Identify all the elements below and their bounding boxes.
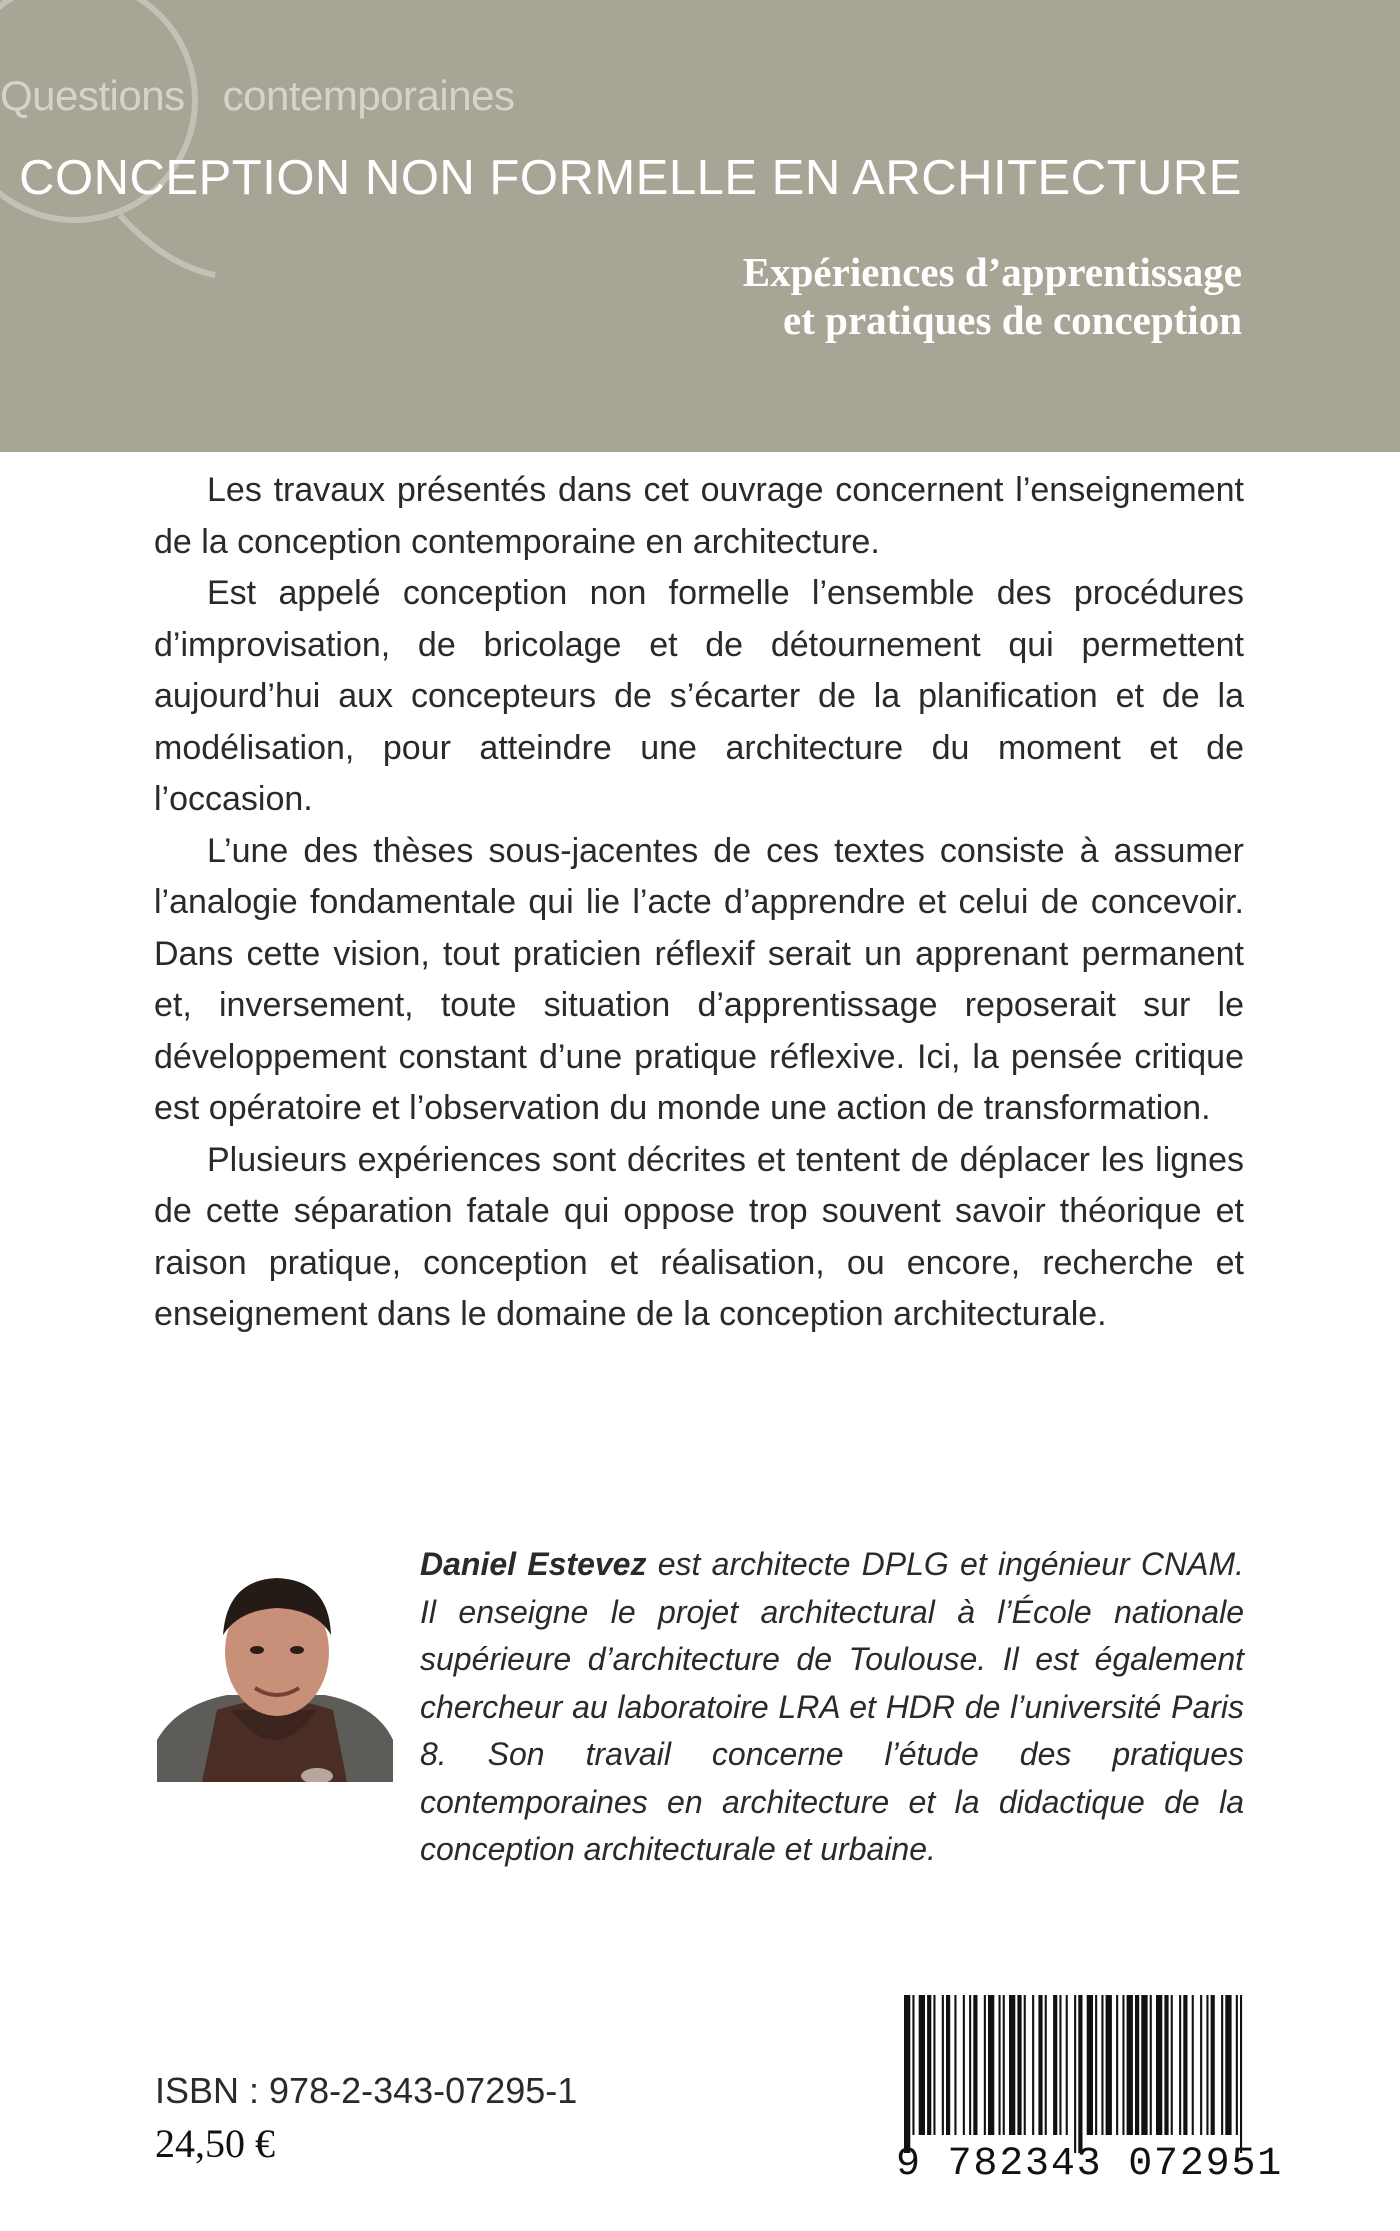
book-subtitle [743, 248, 1242, 344]
barcode-bar [1038, 1995, 1042, 2135]
subtitle-line-1: Expériences d’apprentissage [742, 249, 1242, 295]
barcode-bar [1122, 1995, 1124, 2135]
barcode-bar [1225, 1995, 1231, 2135]
barcode-bar [973, 1995, 977, 2135]
barcode-bar [1024, 1995, 1026, 2135]
series-word-questions: Questions [0, 72, 185, 119]
barcode-bar [927, 1995, 931, 2135]
barcode-bar [1206, 1995, 1208, 2135]
barcode-bar [1171, 1995, 1173, 2135]
barcode-bar [1045, 1995, 1047, 2135]
price-text: 24,50 € [155, 2121, 275, 2166]
barcode-bar [1074, 1995, 1076, 2153]
blurb-paragraph: Est appelé conception non formelle l’ensemble des procédures d’improvisation, de bricolage et de détournement qui permettent aujourd’hui aux concepteurs de s’écarter de la planification et de la modélisation, pour atteindre une architecture du moment et de l’occasion. [154, 574, 1244, 818]
barcode-digits: 9 782343 072951 [896, 2142, 1284, 2187]
barcode-bar [1179, 1995, 1181, 2135]
barcode-bar [1106, 1995, 1112, 2135]
barcode-bar [1200, 1995, 1202, 2135]
blurb-paragraph: Plusieurs expériences sont décrites et tentent de déplacer les lignes de cette séparation fatale qui oppose trop souvent savoir théorique et raison pratique, conception et réalisation, ou encore, recherche et enseignement dans le domaine de la conception architecturale. [154, 1140, 1244, 1333]
series-q-logo-icon [0, 0, 240, 290]
barcode-bar [1236, 1995, 1238, 2135]
barcode-bar [1003, 1995, 1005, 2135]
barcode-bar [988, 1995, 994, 2135]
barcode-bar [1017, 1995, 1021, 2135]
barcode-bar [1141, 1995, 1147, 2135]
barcode-bar [1183, 1995, 1187, 2135]
barcode-bar [954, 1995, 956, 2135]
book-title: CONCEPTION NON FORMELLE EN ARCHITECTURE [19, 151, 1242, 205]
barcode-bar [1059, 1995, 1061, 2135]
barcode-bar [1066, 1995, 1068, 2135]
barcode-bar [933, 1995, 935, 2135]
barcode-bar [1127, 1995, 1133, 2135]
barcode-bar [984, 1995, 986, 2135]
barcode-bar [919, 1995, 925, 2135]
barcode-bar [1095, 1995, 1097, 2135]
blurb-paragraph: L’une des thèses sous-jacentes de ces textes consiste à assumer l’analogie fondamentale qui lie l’acte d’apprendre et celui de concevoir. Dans cette vision, tout praticien réflexif serait un apprenant permanent et, inversement, toute situation d’apprentissage reposerait sur le développement constant d’une pratique réflexive. Ici, la pensée critique est opératoire et l’observation du monde une action de transformation. [154, 831, 1244, 1127]
barcode-bar [1087, 1995, 1093, 2135]
blurb-paragraph: Les travaux présentés dans cet ouvrage concernent l’enseignement de la conception contemporaine en architecture. [154, 471, 1244, 561]
barcode-bar [1150, 1995, 1152, 2135]
author-name: Daniel Estevez [420, 1546, 647, 1582]
barcode-bar [969, 1995, 971, 2135]
back-cover-blurb [154, 465, 1244, 1341]
barcode-bar [912, 1995, 914, 2135]
barcode-bar [1156, 1995, 1162, 2135]
barcode-bar [1032, 1995, 1034, 2135]
barcode-bar [1009, 1995, 1015, 2135]
author-bio-text: est architecte DPLG et ingénieur CNAM. Il enseigne le projet architectural à l’École nationale supérieure d’architecture de Toulouse. Il est également chercheur au laboratoire LRA et HDR de l’université Paris 8. Son travail concerne l’étude des pratiques contemporaines en architecture et la didactique de la conception architecturale et urbaine. [420, 1546, 1245, 1867]
barcode-bar [946, 1995, 950, 2135]
barcode-bar [999, 1995, 1001, 2135]
author-photo [157, 1540, 393, 1782]
header-band [0, 0, 1400, 452]
barcode-bar [1135, 1995, 1139, 2135]
barcode-bar [942, 1995, 944, 2135]
barcode-bar [963, 1995, 965, 2135]
barcode-bar [1192, 1995, 1194, 2135]
barcode-bar [1053, 1995, 1057, 2135]
barcode-bar [904, 1995, 910, 2153]
series-label [0, 72, 514, 120]
author-bio [420, 1541, 1244, 1874]
barcode-bar [1116, 1995, 1118, 2135]
subtitle-line-2: et pratiques de conception [783, 297, 1242, 343]
barcode-bar [1240, 1995, 1242, 2153]
series-word-contemporaines: contemporaines [222, 72, 515, 119]
barcode-bar [1211, 1995, 1215, 2135]
barcode-bar [1101, 1995, 1103, 2135]
barcode-bar [1078, 1995, 1082, 2153]
isbn-text: ISBN : 978-2-343-07295-1 [155, 2070, 578, 2111]
barcode-bar [1164, 1995, 1168, 2135]
barcode-bar [1221, 1995, 1223, 2135]
